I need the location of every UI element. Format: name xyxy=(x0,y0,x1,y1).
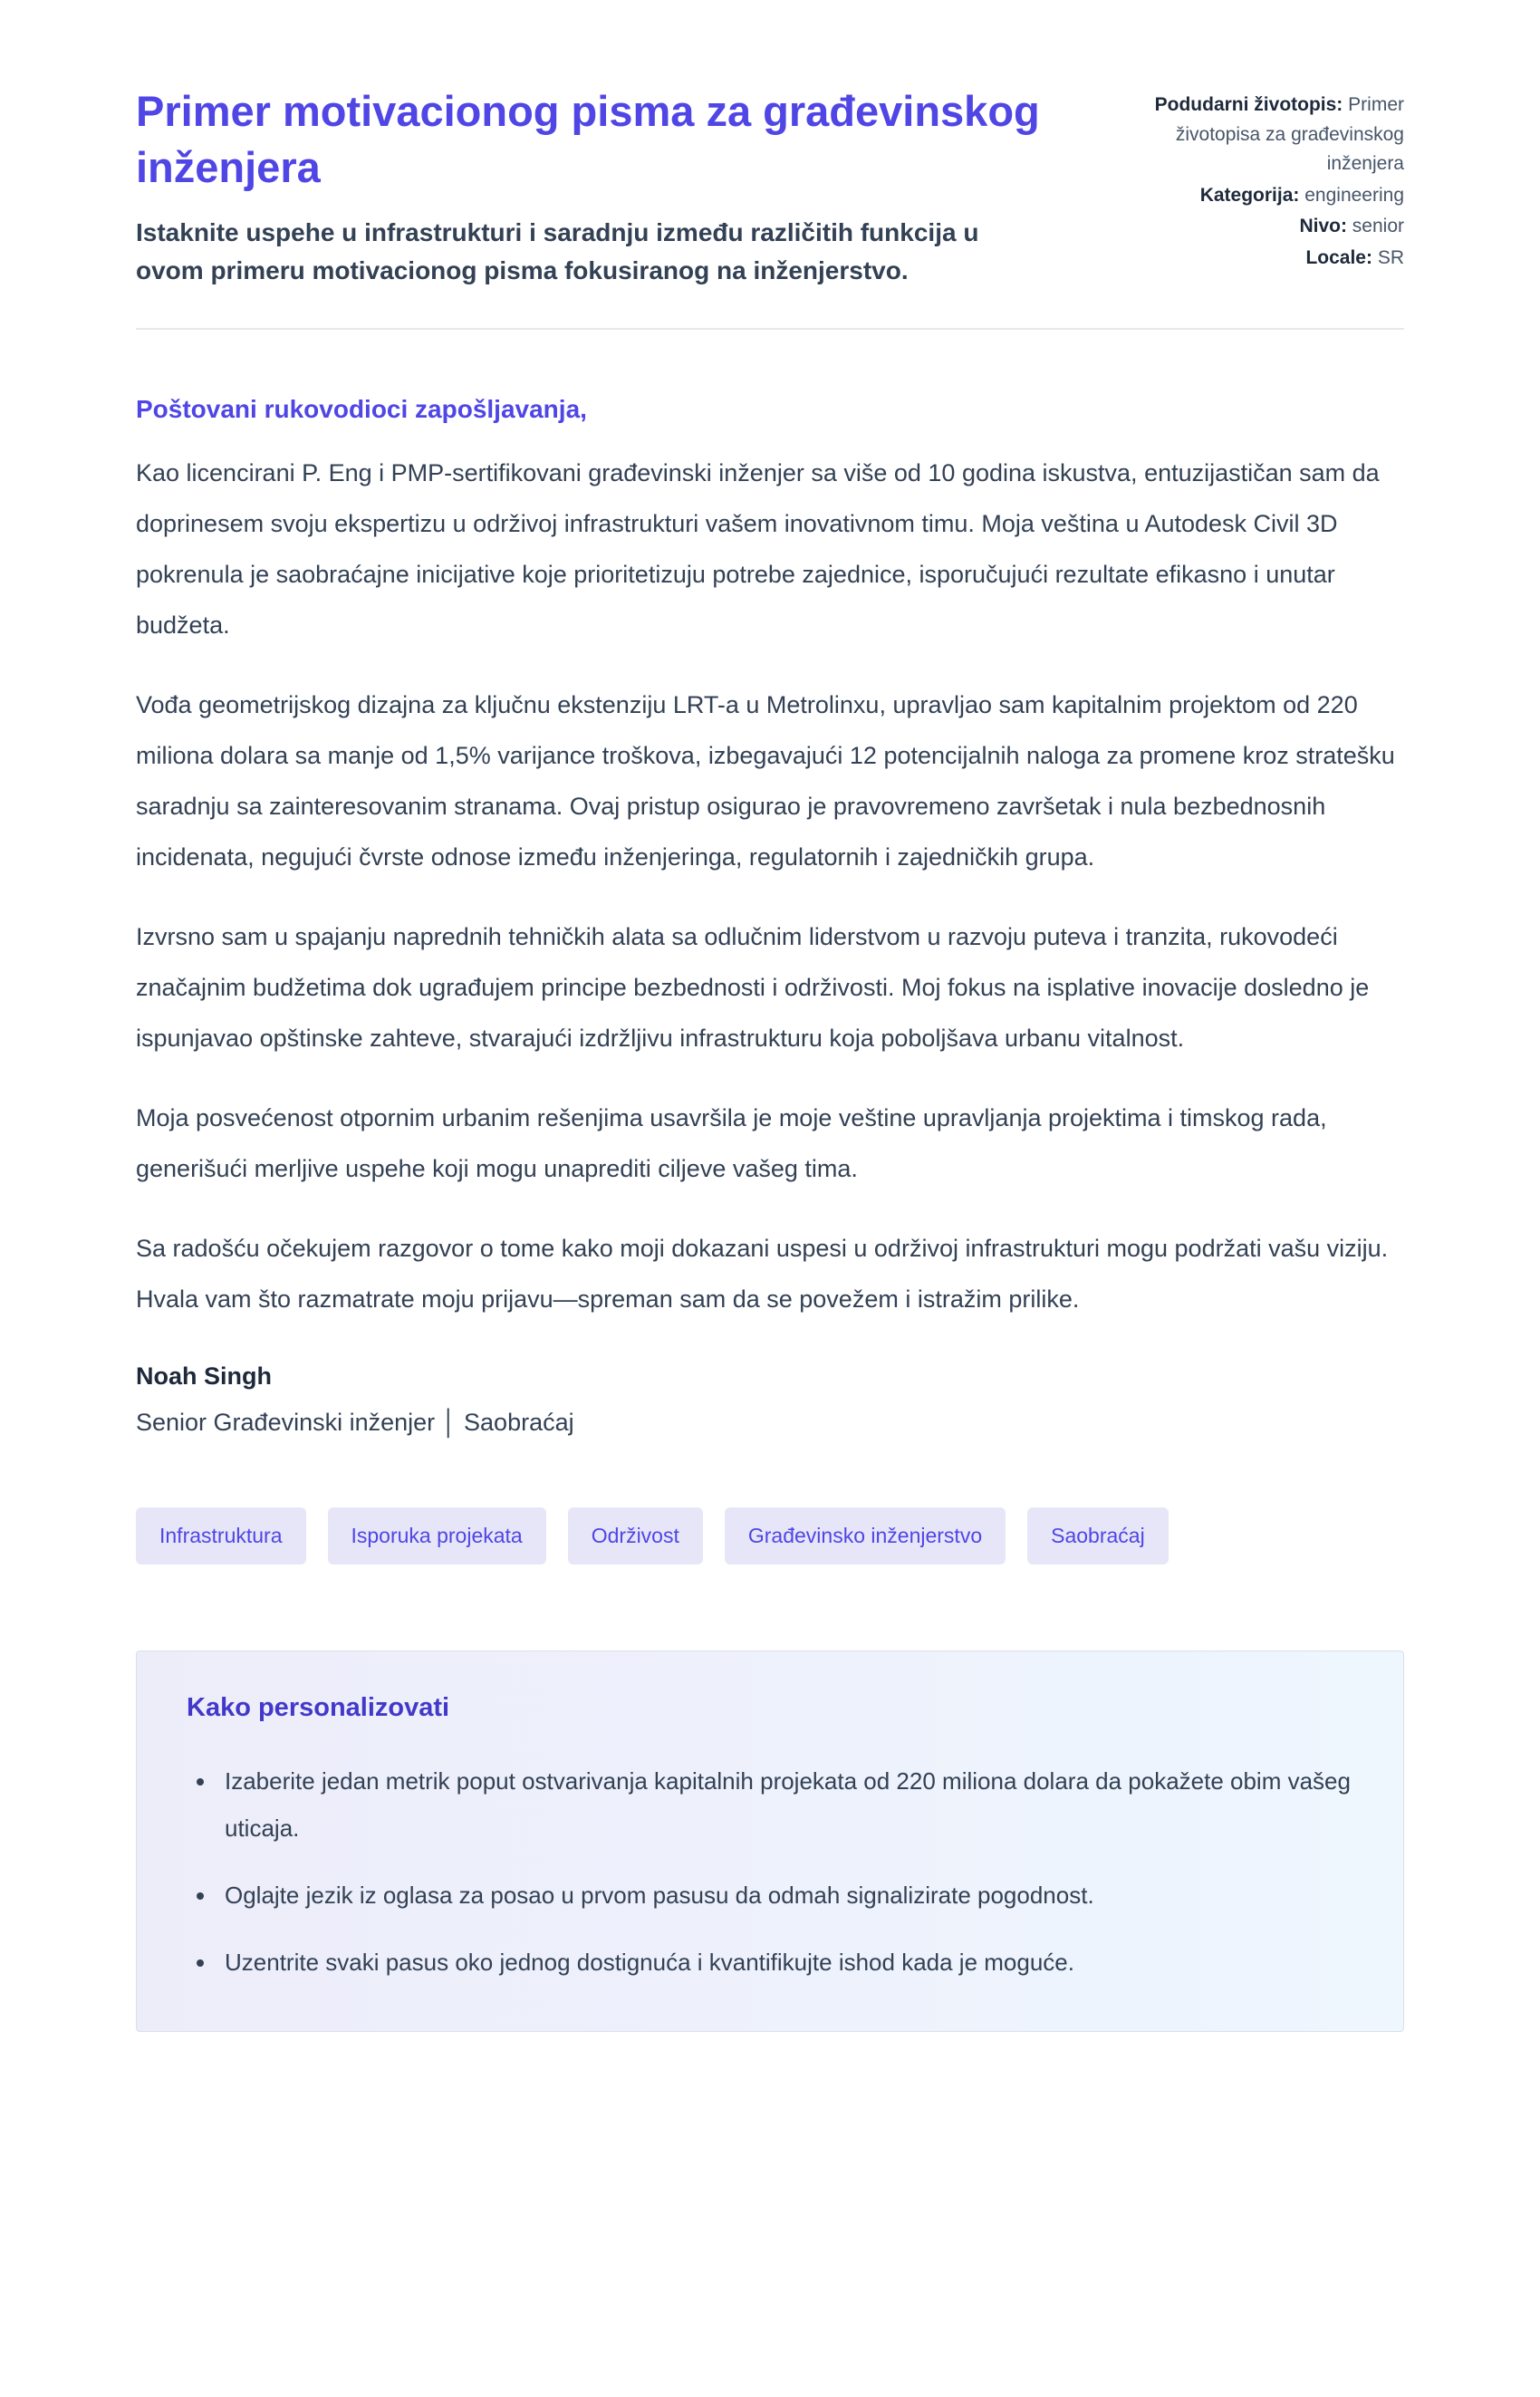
meta-level-label: Nivo: xyxy=(1299,216,1347,237)
tag-infrastruktura[interactable]: Infrastruktura xyxy=(136,1507,306,1564)
personalize-bullet: • Uzentrite svaki pasus oko jednog dostignuća i kvantifikujte ishod kada je moguće. xyxy=(217,1939,1353,1986)
meta-level xyxy=(1096,212,1404,242)
tag-isporuka-projekata[interactable]: Isporuka projekata xyxy=(328,1507,546,1564)
tag-saobracaj[interactable]: Saobraćaj xyxy=(1027,1507,1169,1564)
meta-matching-resume xyxy=(1096,91,1404,179)
signature-block xyxy=(136,1362,1404,1437)
meta-locale xyxy=(1096,244,1404,274)
meta-category-value: engineering xyxy=(1304,184,1404,206)
signature-role: Senior Građevinski inženjer │ Saobraćaj xyxy=(136,1409,574,1437)
tag-list xyxy=(136,1507,1404,1564)
meta-locale-value: SR xyxy=(1377,246,1404,268)
letter-paragraph: Vođa geometrijskog dizajna za ključnu ekstenziju LRT-a u Metrolinxu, upravljao sam kapitalnim projektom od 220 miliona dolara sa manje od 1,5% varijance troškova, izbegavajući 12 potencijalnih naloga za promene kroz stratešku saradnju sa zainteresovanim stranama. Ovaj pristup osigurao je pravovremeno završetak i nula bezbednosnih incidenata, negujući čvrste odnose između inženjeringa, regulatornih i zajedničkih grupa. xyxy=(136,691,1395,871)
divider xyxy=(136,328,1404,330)
meta-category xyxy=(1096,181,1404,211)
header-left xyxy=(136,83,1060,290)
meta-category-label: Kategorija: xyxy=(1199,184,1300,206)
tag-odrzivost[interactable]: Održivost xyxy=(568,1507,703,1564)
page-subtitle: Istaknite uspehe u infrastrukturi i saradnju između različitih funkcija u ovom primeru motivacionog pisma fokusiranog na inženjerstvo. xyxy=(136,218,979,285)
page-title: Primer motivacionog pisma za građevinskog inženjera xyxy=(136,87,1040,192)
personalize-box xyxy=(136,1651,1404,2032)
cover-letter xyxy=(136,395,1404,1437)
letter-paragraph: Sa radošću očekujem razgovor o tome kako moji dokazani uspesi u održivoj infrastrukturi mogu podržati vašu viziju. Hvala vam što razmatrate moju prijavu—spreman sam da se povežem i istražim prilike. xyxy=(136,1235,1389,1314)
meta-locale-label: Locale: xyxy=(1305,246,1372,268)
meta-level-value: senior xyxy=(1352,216,1404,237)
signature-name: Noah Singh xyxy=(136,1362,272,1391)
personalize-list xyxy=(187,1757,1353,1986)
personalize-heading: Kako personalizovati xyxy=(187,1693,450,1723)
letter-paragraph: Moja posvećenost otpornim urbanim rešenjima usavršila je moje veštine upravljanja projektima i timskog rada, generišući merljive uspehe koji mogu unaprediti ciljeve vašeg tima. xyxy=(136,1104,1327,1183)
letter-greeting: Poštovani rukovodioci zapošljavanja, xyxy=(136,395,587,424)
personalize-bullet: • Oglajte jezik iz oglasa za posao u prvom pasusu da odmah signalizirate pogodnost. xyxy=(217,1872,1353,1919)
meta-matching-resume-value: Primer životopisa za građevinskog inženjera xyxy=(1175,94,1404,175)
tag-gradjevinsko-inzenjerstvo[interactable]: Građevinsko inženjerstvo xyxy=(725,1507,1006,1564)
letter-paragraph: Izvrsno sam u spajanju naprednih tehničkih alata sa odlučnim liderstvom u razvoju puteva i tranzita, rukovodeći značajnim budžetima dok ugrađujem principe bezbednosti i održivosti. Moj fokus na isplative inovacije dosledno je ispunjavao opštinske zahteve, stvarajući izdržljivu infrastrukturu koja poboljšava urbanu vitalnost. xyxy=(136,923,1370,1053)
meta-block xyxy=(1096,83,1404,274)
header xyxy=(136,83,1404,290)
letter-paragraph: Kao licencirani P. Eng i PMP-sertifikovani građevinski inženjer sa više od 10 godina iskustva, entuzijastičan sam da doprinesem svoju ekspertizu u održivoj infrastrukturi vašem inovativnom timu. Moja veština u Autodesk Civil 3D pokrenula je saobraćajne inicijative koje prioritetizuju potrebe zajednice, isporučujući rezultate efikasno i unutar budžeta. xyxy=(136,459,1380,640)
meta-matching-resume-label: Podudarni životopis: xyxy=(1154,94,1343,115)
personalize-bullet: • Izaberite jedan metrik poput ostvarivanja kapitalnih projekata od 220 miliona dolara da pokažete obim vašeg uticaja. xyxy=(217,1757,1353,1852)
